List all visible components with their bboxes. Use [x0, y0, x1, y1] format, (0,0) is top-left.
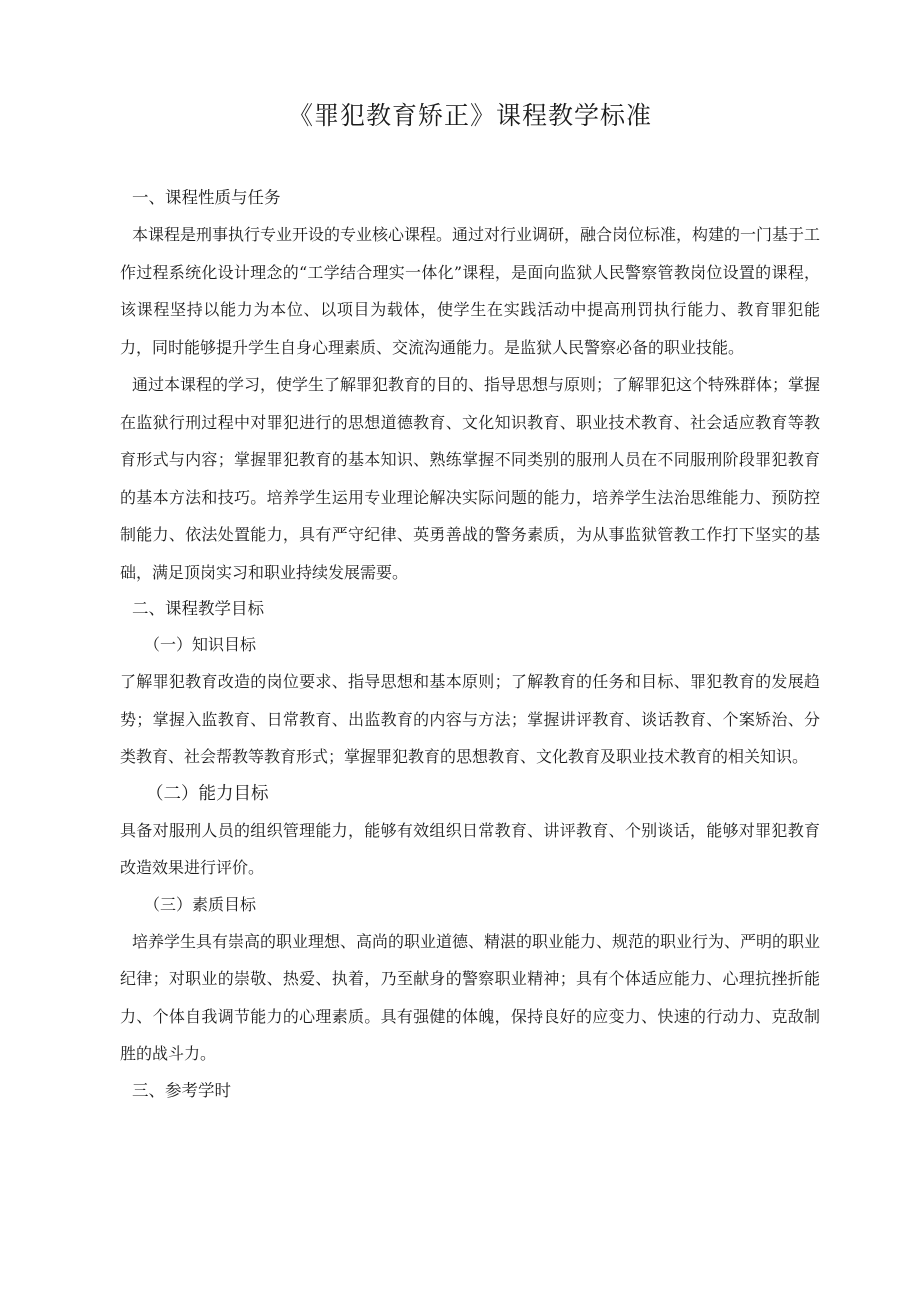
paragraph-ability-goals: 具备对服刑人员的组织管理能力，能够有效组织日常教育、讲评教育、个别谈话，能够对罪犯教育改造效果进行评价。 [120, 820, 820, 877]
section-heading-teaching-goals: 二、课程教学目标 [132, 599, 264, 618]
subheading-knowledge-goals: （一）知识目标 [144, 635, 257, 654]
document-title: 《罪犯教育矫正》课程教学标准 [287, 101, 652, 130]
section-heading-course-nature: 一、课程性质与任务 [132, 188, 281, 207]
paragraph-knowledge-goals: 了解罪犯教育改造的岗位要求、指导思想和基本原则；了解教育的任务和目标、罪犯教育的发展趋势；掌握入监教育、日常教育、出监教育的内容与方法；掌握讲评教育、谈话教育、个案矫治、分类教育、社会帮教等教育形式；掌握罪犯教育的思想教育、文化教育及职业技术教育的相关知识。 [120, 672, 820, 766]
subheading-ability-goals: （二）能力目标 [146, 783, 269, 804]
paragraph-course-task: 通过本课程的学习，使学生了解罪犯教育的目的、指导思想与原则；了解罪犯这个特殊群体；掌握在监狱行刑过程中对罪犯进行的思想道德教育、文化知识教育、职业技术教育、社会适应教育等教育形式与内容；掌握罪犯教育的基本知识、熟练掌握不同类别的服刑人员在不同服刑阶段罪犯教育的基本方法和技巧。培养学生运用专业理论解决实际问题的能力，培养学生法治思维能力、预防控制能力、依法处置能力，具有严守纪律、英勇善战的警务素质，为从事监狱管教工作打下坚实的基础，满足顶岗实习和职业持续发展需要。 [120, 375, 821, 582]
section-heading-reference-hours: 三、参考学时 [132, 1080, 231, 1100]
paragraph-quality-goals: 培养学生具有崇高的职业理想、高尚的职业道德、精湛的职业能力、规范的职业行为、严明的职业纪律；对职业的崇敬、热爱、执着，乃至献身的警察职业精神；具有个体适应能力、心理抗挫折能力、个体自我调节能力的心理素质。具有强健的体魄，保持良好的应变力、快速的行动力、克敌制胜的战斗力。 [120, 931, 821, 1063]
subheading-quality-goals: （三）素质目标 [144, 894, 257, 914]
paragraph-course-nature: 本课程是刑事执行专业开设的专业核心课程。通过对行业调研，融合岗位标准，构建的一门基于工作过程系统化设计理念的“工学结合理实一体化”课程，是面向监狱人民警察管教岗位设置的课程，该课程坚持以能力为本位、以项目为载体，使学生在实践活动中提高刑罚执行能力、教育罪犯能力，同时能够提升学生自身心理素质、交流沟通能力。是监狱人民警察必备的职业技能。 [120, 225, 821, 357]
